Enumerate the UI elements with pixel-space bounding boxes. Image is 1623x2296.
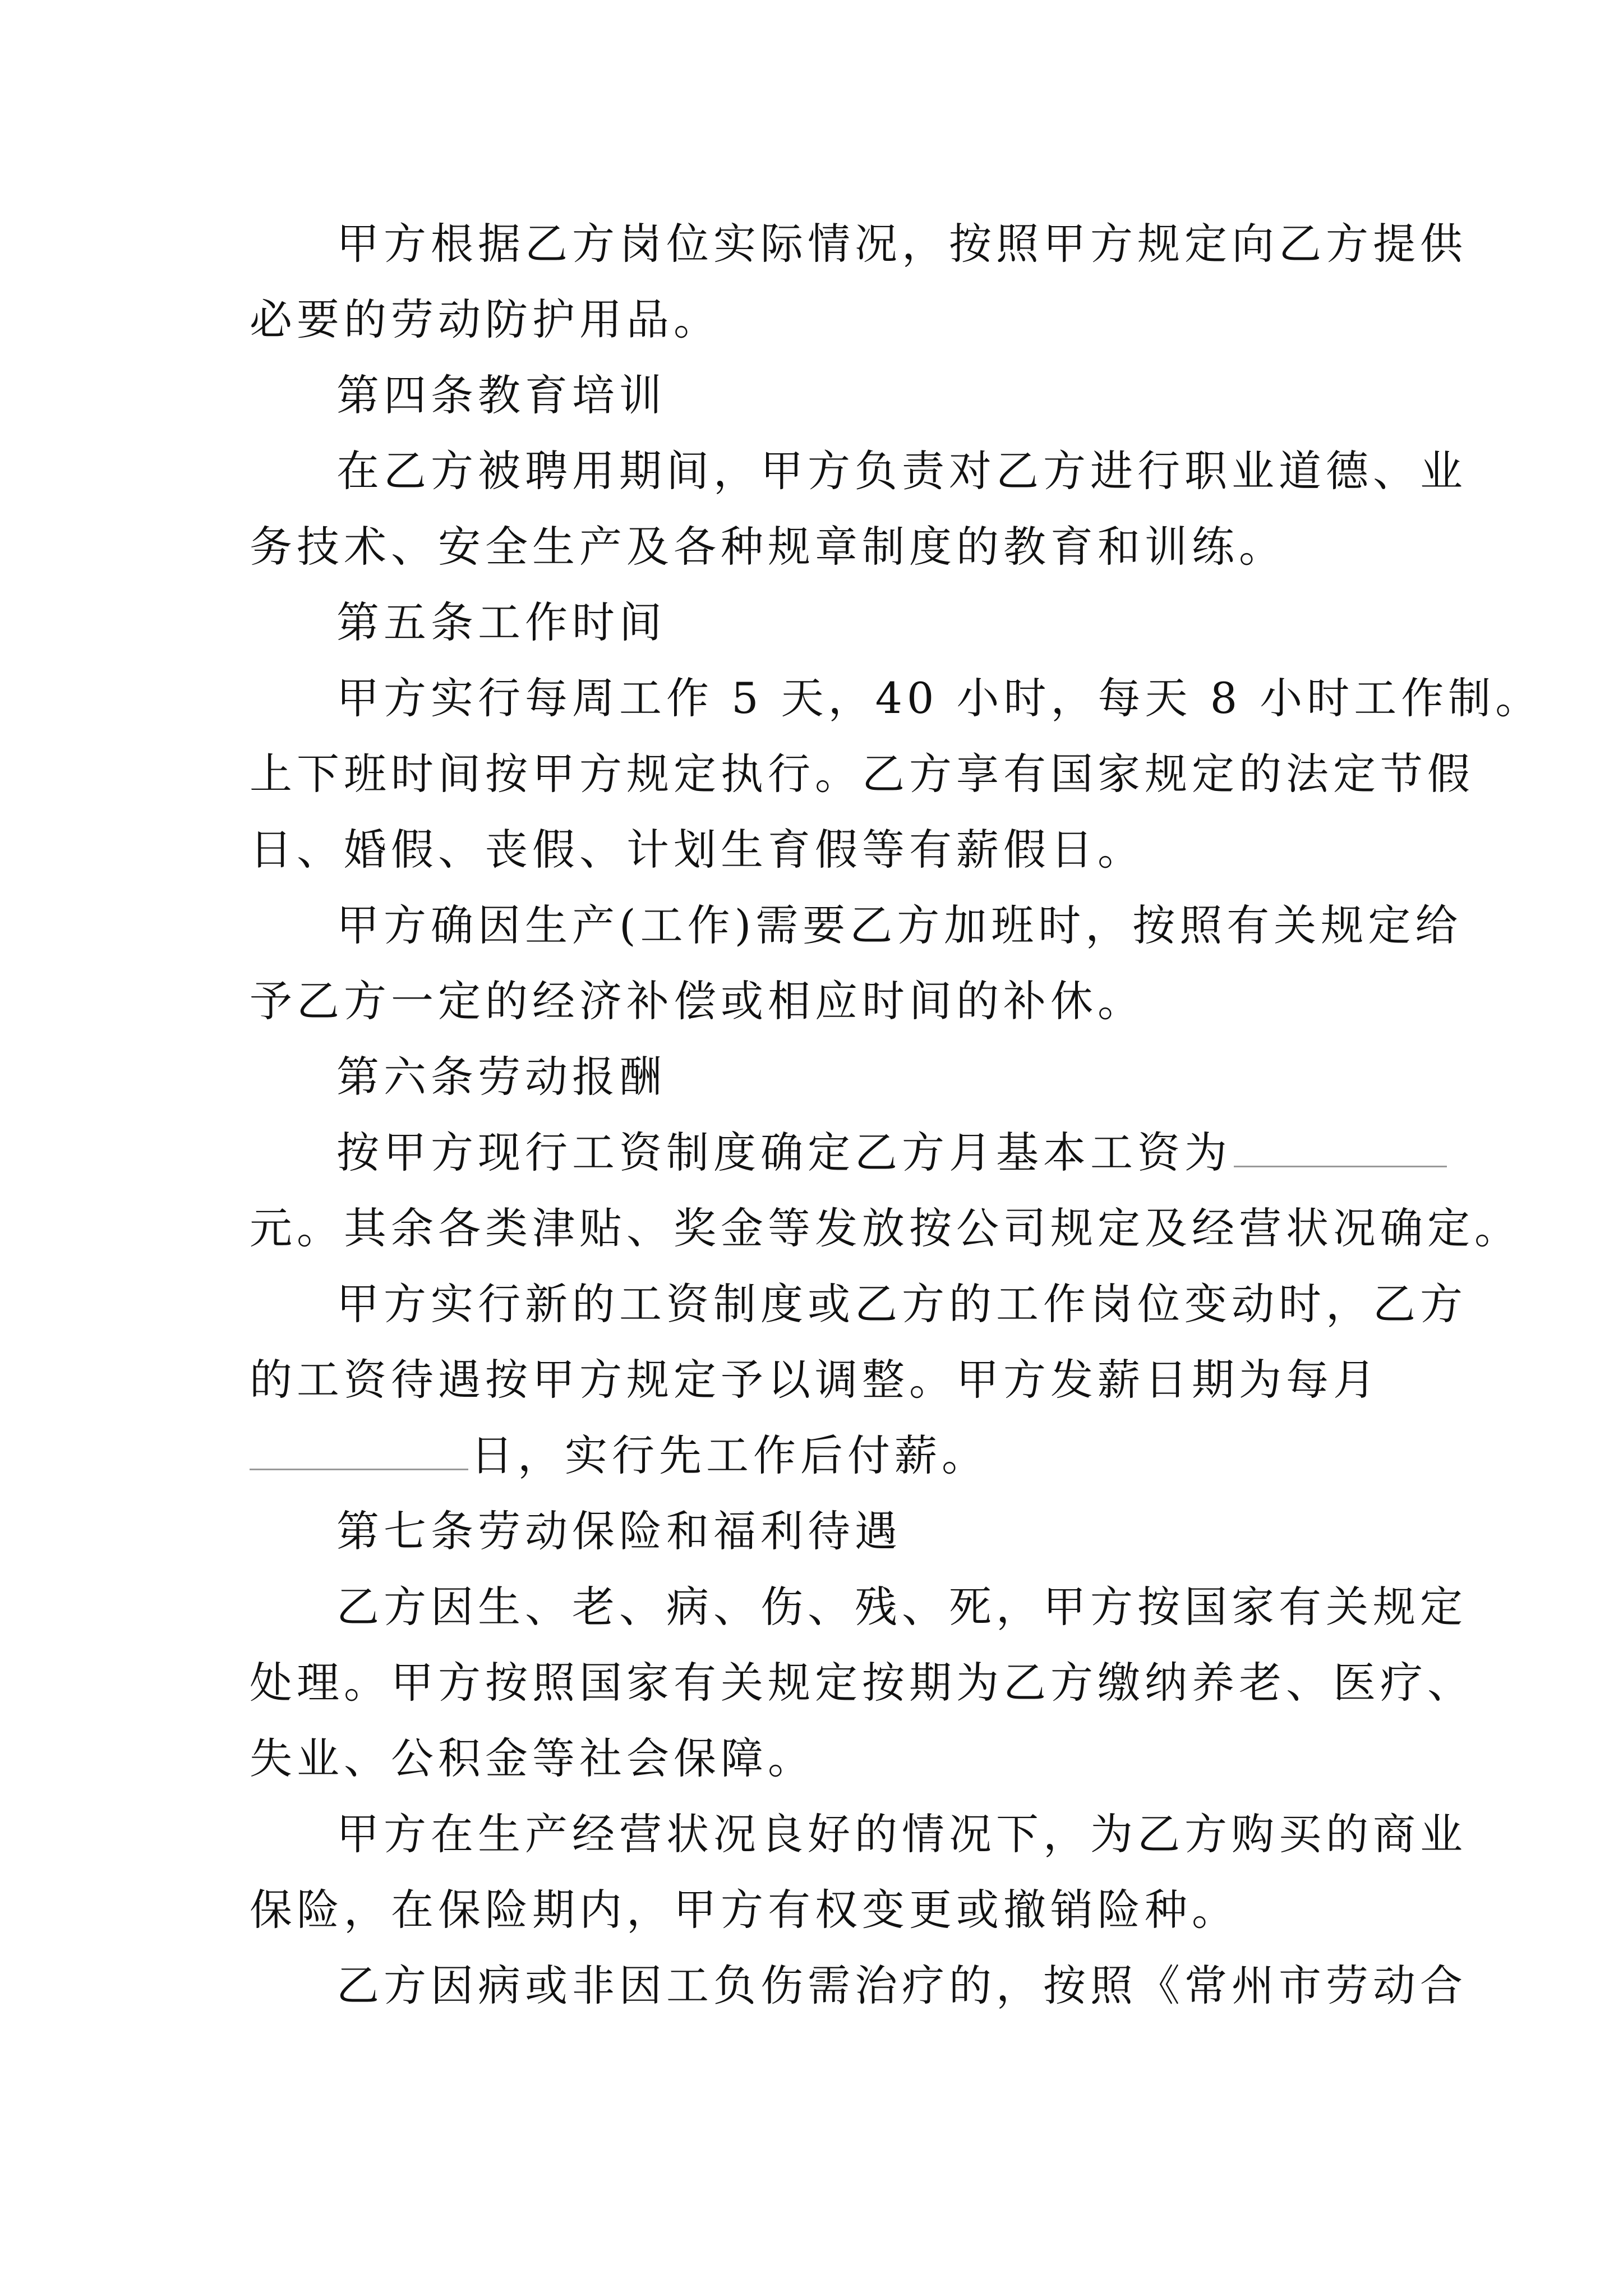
paragraph-line: 上下班时间按甲方规定执行。乙方享有国家规定的法定节假	[250, 749, 1474, 799]
paragraph-line: 处理。甲方按照国家有关规定按期为乙方缴纳养老、医疗、	[250, 1658, 1474, 1708]
payday-blank	[250, 1429, 468, 1470]
paragraph-line: 在乙方被聘用期间，甲方负责对乙方进行职业道德、业	[336, 446, 1467, 496]
paragraph-line	[250, 1428, 989, 1484]
paragraph-line: 元。其余各类津贴、奖金等发放按公司规定及经营状况确定。	[250, 1203, 1521, 1253]
paragraph-line: 日、婚假、丧假、计划生育假等有薪假日。	[250, 825, 1145, 875]
paragraph-line: 甲方在生产经营状况良好的情况下，为乙方购买的商业	[336, 1809, 1467, 1859]
paragraph-line: 甲方实行新的工资制度或乙方的工作岗位变动时，乙方	[336, 1279, 1467, 1329]
paragraph-line: 甲方确因生产(工作)需要乙方加班时，按照有关规定给	[336, 900, 1463, 950]
paragraph-line: 予乙方一定的经济补偿或相应时间的补休。	[250, 976, 1145, 1026]
paragraph-line: 乙方因病或非因工负伤需治疗的，按照《常州市劳动合	[336, 1961, 1467, 2010]
paragraph-line: 务技术、安全生产及各种规章制度的教育和训练。	[250, 522, 1286, 572]
section-heading: 第七条劳动保险和福利待遇	[336, 1506, 902, 1556]
salary-blank	[1234, 1126, 1447, 1167]
paragraph-line: 必要的劳动防护用品。	[250, 295, 721, 344]
paragraph-line: 甲方实行每周工作 5 天，40 小时，每天 8 小时工作制。	[336, 673, 1543, 723]
paragraph-line: 的工资待遇按甲方规定予以调整。甲方发薪日期为每月	[250, 1355, 1380, 1405]
section-heading: 第六条劳动报酬	[336, 1052, 666, 1102]
section-heading: 第五条工作时间	[336, 597, 666, 647]
paragraph-line: 保险，在保险期内，甲方有权变更或撤销险种。	[250, 1885, 1239, 1935]
paragraph-line: 乙方因生、老、病、伤、残、死，甲方按国家有关规定	[336, 1582, 1467, 1632]
paragraph-line: 失业、公积金等社会保障。	[250, 1733, 815, 1783]
paragraph-text: 日，实行先工作后付薪。	[471, 1430, 989, 1480]
section-heading: 第四条教育培训	[336, 370, 666, 420]
paragraph-line	[336, 1125, 1449, 1181]
paragraph-line: 甲方根据乙方岗位实际情况，按照甲方规定向乙方提供	[336, 219, 1467, 269]
paragraph-text: 按甲方现行工资制度确定乙方月基本工资为	[336, 1128, 1232, 1177]
